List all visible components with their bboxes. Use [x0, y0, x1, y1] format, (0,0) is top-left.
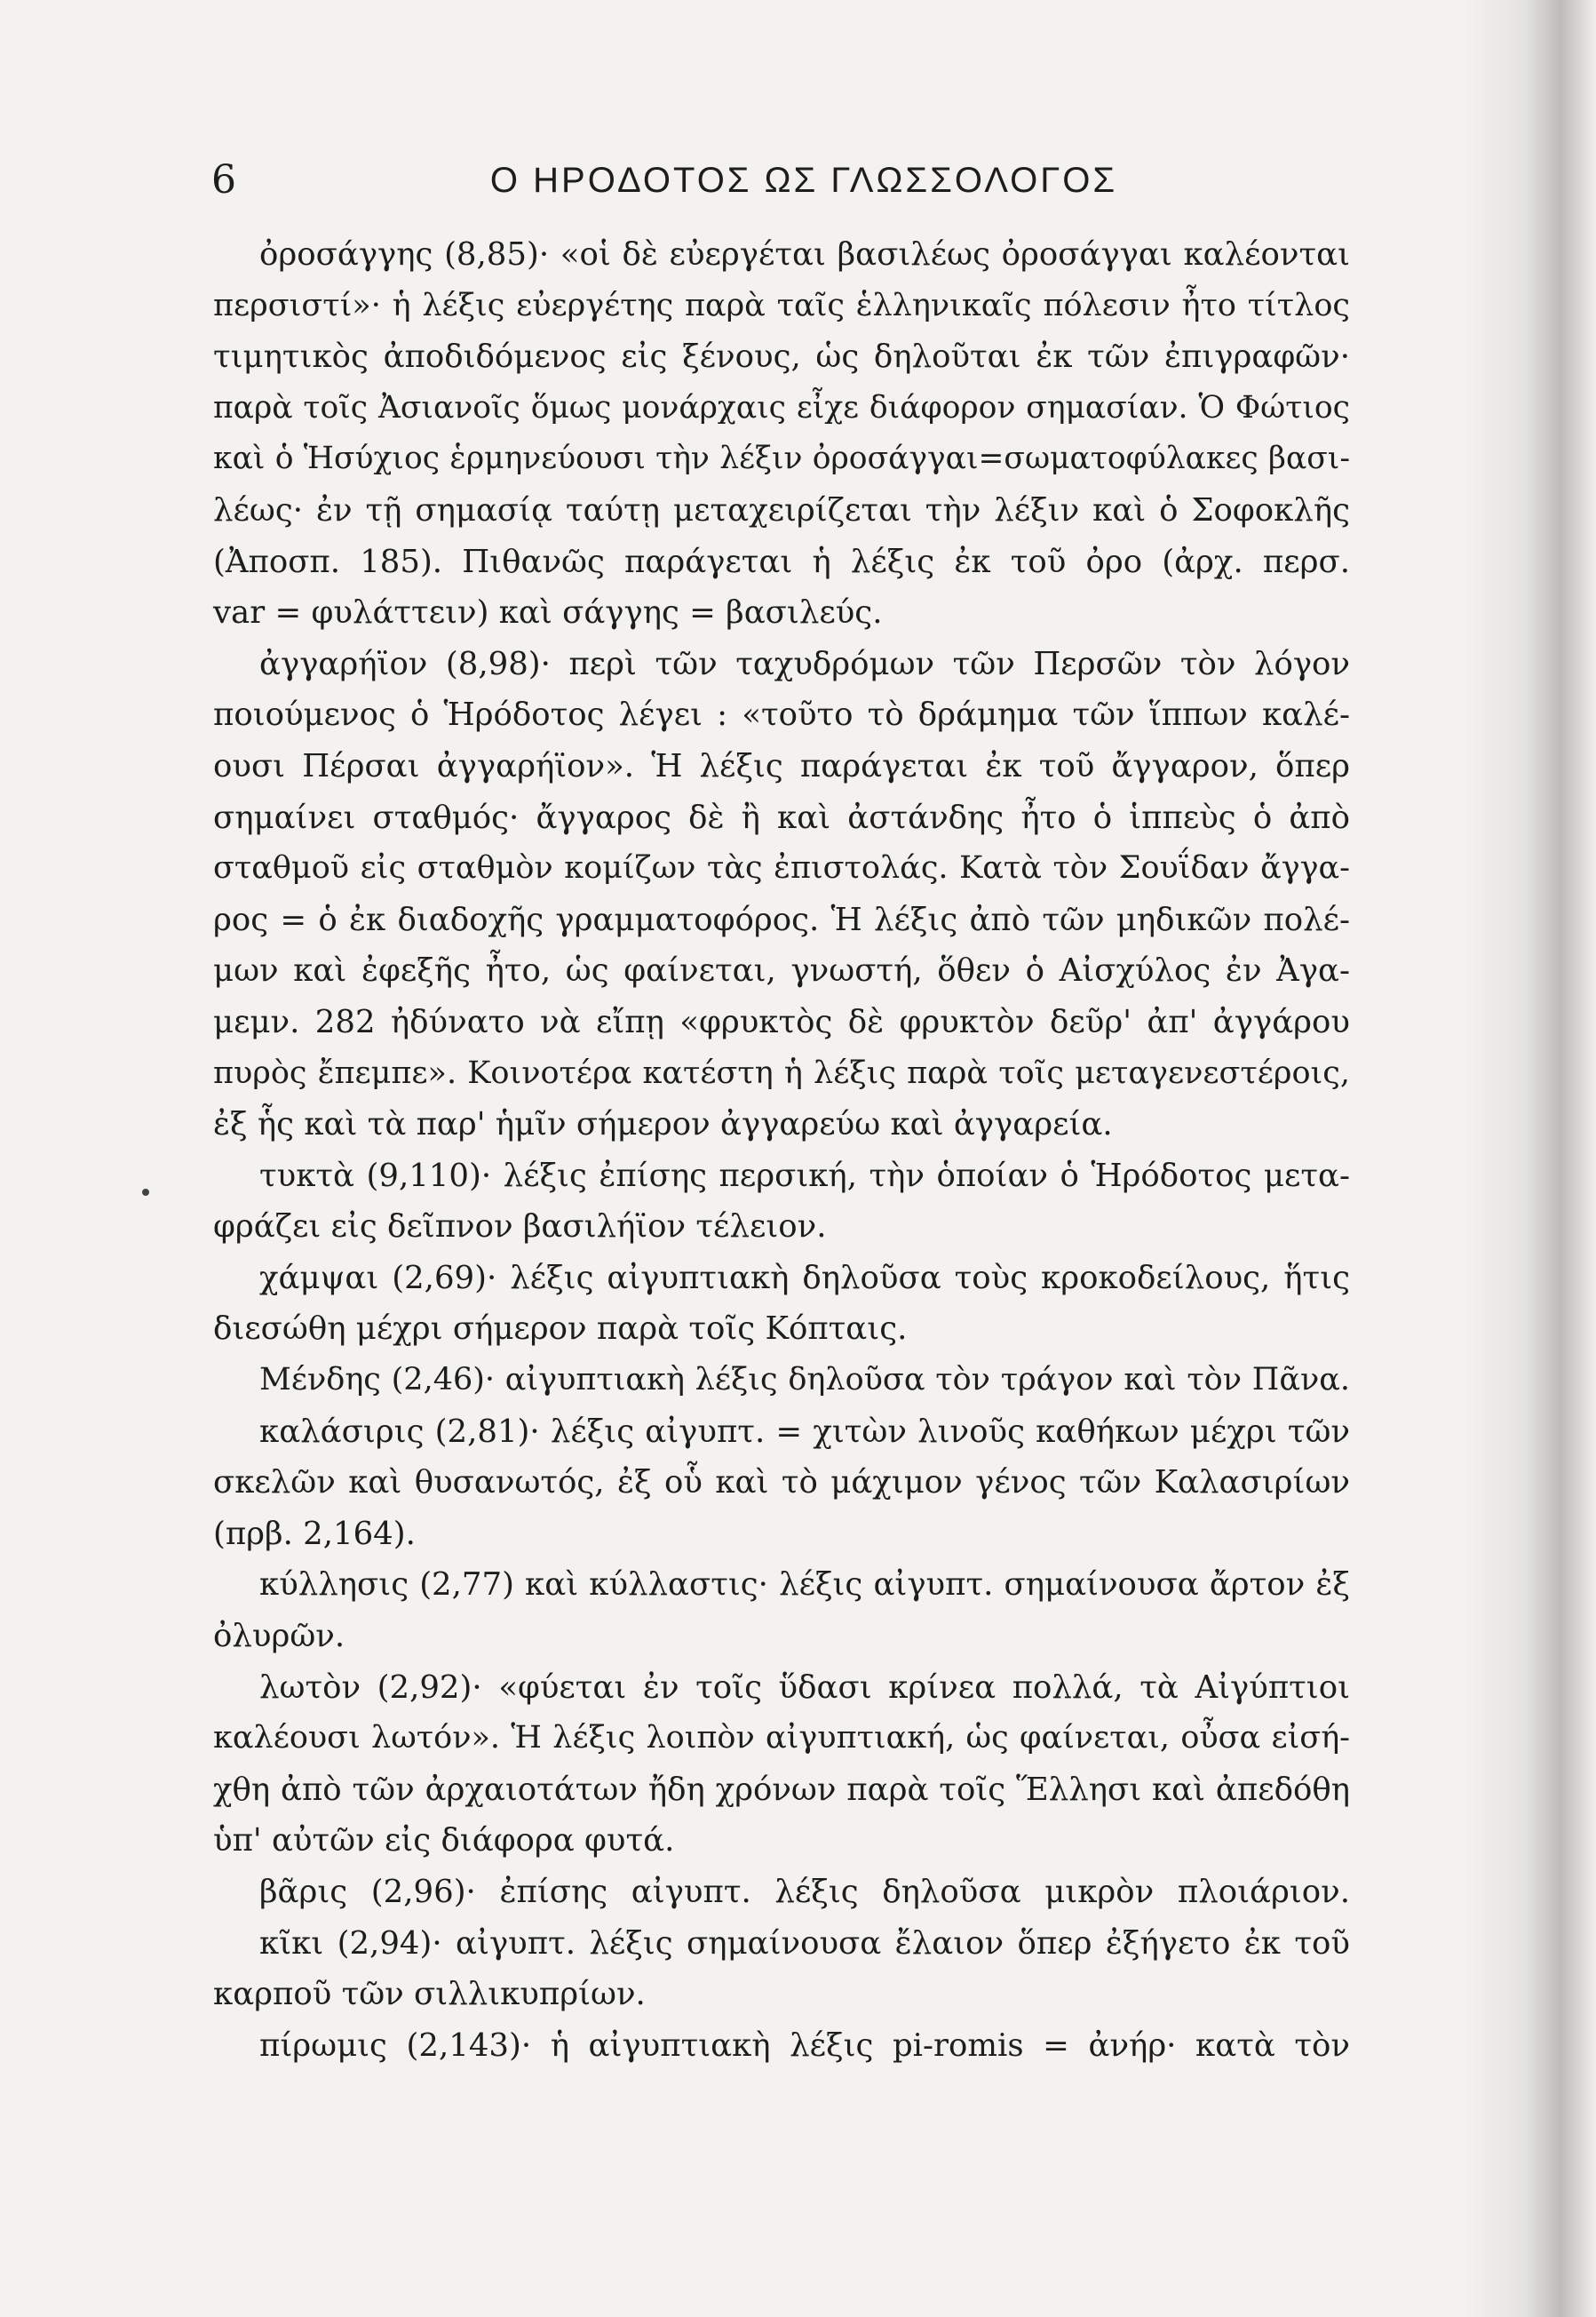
text-line: φράζει εἰς δεῖπνον βασιλήϊον τέλειον.: [213, 1208, 827, 1246]
body-text: [213, 229, 1350, 2071]
page-edge-shadow: [1463, 0, 1596, 2317]
stray-mark: [142, 1189, 149, 1196]
text-line: ρος = ὁ ἐκ διαδοχῆς γραμματοφόρος. Ἡ λέξις ἀπὸ τῶν μηδικῶν πολέ-: [213, 901, 1350, 938]
text-line: τιμητικὸς ἀποδιδόμενος εἰς ξένους, ὡς δηλοῦται ἐκ τῶν ἐπιγραφῶν·: [213, 338, 1350, 376]
text-line: πίρωμις (2,143)· ἡ αἰγυπτιακὴ λέξις pi-romis = ἀνήρ· κατὰ τὸν: [259, 2026, 1350, 2064]
text-line: βᾶρις (2,96)· ἐπίσης αἰγυπτ. λέξις δηλοῦσα μικρὸν πλοιάριον.: [259, 1874, 1350, 1910]
text-line: περσιστί»· ἡ λέξις εὐεργέτης παρὰ ταῖς ἑλληνικαῖς πόλεσιν ἦτο τίτλος: [213, 287, 1350, 323]
text-line: κῖκι (2,94)· αἰγυπτ. λέξις σημαίνουσα ἔλαιον ὅπερ ἐξήγετο ἐκ τοῦ: [259, 1924, 1350, 1962]
text-line: τυκτὰ (9,110)· λέξις ἐπίσης περσική, τὴν ὁποίαν ὁ Ἡρόδοτος μετα-: [259, 1157, 1350, 1194]
text-line: παρὰ τοῖς Ἀσιανοῖς ὅμως μονάρχαις εἶχε διάφορον σημασίαν. Ὁ Φώτιος: [213, 389, 1350, 426]
text-line: ὀλυρῶν.: [213, 1618, 345, 1655]
text-line: λωτὸν (2,92)· «φύεται ἐν τοῖς ὕδασι κρίνεα πολλά, τὰ Αἰγύπτιοι: [259, 1668, 1350, 1706]
text-line: κύλλησις (2,77) καὶ κύλλαστις· λέξις αἰγυπτ. σημαίνουσα ἄρτον ἐξ: [259, 1566, 1350, 1604]
text-line: ουσι Πέρσαι ἀγγαρήϊον». Ἡ λέξις παράγεται ἐκ τοῦ ἄγγαρον, ὅπερ: [213, 747, 1350, 784]
text-line: πυρὸς ἔπεμπε». Κοινοτέρα κατέστη ἡ λέξις παρὰ τοῖς μεταγενεστέροις,: [213, 1055, 1350, 1091]
text-line: ἀγγαρήϊον (8,98)· περὶ τῶν ταχυδρόμων τῶν Περσῶν τὸν λόγον: [259, 645, 1350, 682]
text-line: καὶ ὁ Ἡσύχιος ἑρμηνεύουσι τὴν λέξιν ὀροσάγγαι=σωματοφύλακες βασι-: [213, 441, 1350, 477]
text-line: Μένδης (2,46)· αἰγυπτιακὴ λέξις δηλοῦσα τὸν τράγον καὶ τὸν Πᾶνα.: [259, 1362, 1350, 1398]
text-line: καλάσιρις (2,81)· λέξις αἰγυπτ. = χιτὼν λινοῦς καθήκων μέχρι τῶν: [259, 1413, 1350, 1450]
text-line: ὑπ' αὐτῶν εἰς διάφορα φυτά.: [213, 1822, 675, 1859]
page-header: [0, 149, 1596, 211]
text-line: ὀροσάγγης (8,85)· «οἱ δὲ εὐεργέται βασιλέως ὀροσάγγαι καλέονται: [259, 236, 1350, 273]
text-line: (Ἀποσπ. 185). Πιθανῶς παράγεται ἡ λέξις ἐκ τοῦ ὀρο (ἀρχ. περσ.: [213, 543, 1350, 580]
text-line: σταθμοῦ εἰς σταθμὸν κομίζων τὰς ἐπιστολάς. Κατὰ τὸν Σουΐδαν ἄγγα-: [213, 850, 1350, 887]
text-line: σκελῶν καὶ θυσανωτός, ἐξ οὗ καὶ τὸ μάχιμον γένος τῶν Καλασιρίων: [213, 1464, 1350, 1501]
text-line: χάμψαι (2,69)· λέξις αἰγυπτιακὴ δηλοῦσα τοὺς κροκοδείλους, ἥτις: [259, 1259, 1350, 1296]
text-line: λέως· ἐν τῇ σημασίᾳ ταύτῃ μεταχειρίζεται τὴν λέξιν καὶ ὁ Σοφοκλῆς: [213, 491, 1350, 529]
text-line: ποιούμενος ὁ Ἡρόδοτος λέγει : «τοῦτο τὸ δράμημα τῶν ἵππων καλέ-: [213, 697, 1350, 734]
text-line: ἐξ ἧς καὶ τὰ παρ' ἡμῖν σήμερον ἀγγαρεύω καὶ ἀγγαρεία.: [213, 1106, 1113, 1143]
text-line: καλέουσι λωτόν». Ἡ λέξις λοιπὸν αἰγυπτιακή, ὡς φαίνεται, οὖσα εἰσή-: [213, 1720, 1350, 1756]
text-line: σημαίνει σταθμός· ἄγγαρος δὲ ἢ καὶ ἀστάνδης ἦτο ὁ ἱππεὺς ὁ ἀπὸ: [213, 799, 1350, 836]
text-line: var = φυλάττειν) καὶ σάγγης = βασιλεύς.: [213, 594, 883, 632]
text-line: χθη ἀπὸ τῶν ἀρχαιοτάτων ἤδη χρόνων παρὰ τοῖς Ἕλλησι καὶ ἀπεδόθη: [213, 1771, 1350, 1808]
text-line: μεμν. 282 ἠδύνατο νὰ εἴπῃ «φρυκτὸς δὲ φρυκτὸν δεῦρ' ἀπ' ἀγγάρου: [213, 1003, 1350, 1040]
running-title: Ο ΗΡΟΔΟΤΟΣ ΩΣ ΓΛΩΣΣΟΛΟΓΟΣ: [489, 161, 1118, 200]
page-number: 6: [211, 157, 236, 203]
text-line: καρποῦ τῶν σιλλικυπρίων.: [213, 1976, 646, 2013]
text-line: (πρβ. 2,164).: [213, 1515, 416, 1552]
text-line: μων καὶ ἐφεξῆς ἦτο, ὡς φαίνεται, γνωστή, ὅθεν ὁ Αἰσχύλος ἐν Ἀγα-: [213, 952, 1350, 990]
text-line: διεσώθη μέχρι σήμερον παρὰ τοῖς Κόπταις.: [213, 1310, 908, 1348]
